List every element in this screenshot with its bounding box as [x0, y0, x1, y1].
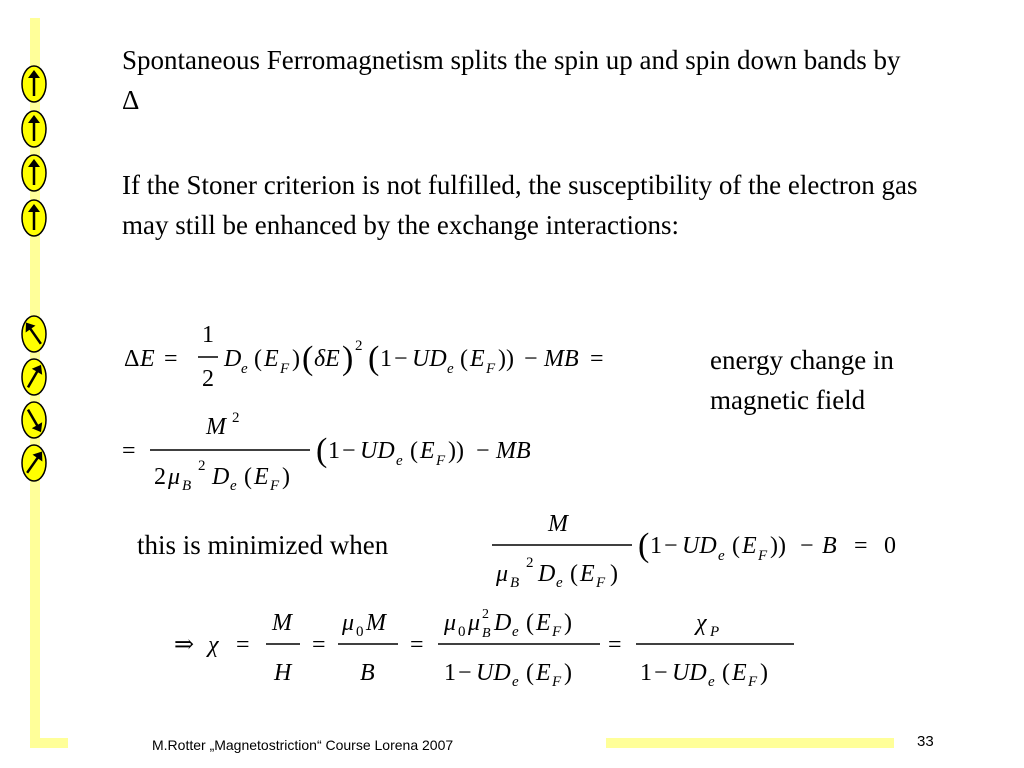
svg-text:2: 2: [202, 366, 214, 392]
svg-text:(: (: [254, 346, 262, 372]
svg-text:=: =: [854, 533, 868, 559]
svg-text:μ: μ: [468, 610, 481, 636]
svg-text:e: e: [718, 548, 725, 564]
svg-text:δE: δE: [314, 346, 340, 372]
spin-up-icon: [19, 198, 49, 238]
svg-text:2: 2: [355, 338, 363, 354]
svg-text:⇒: ⇒: [174, 632, 195, 658]
svg-text:=: =: [122, 438, 136, 464]
bottom-left-accent-bar: [30, 738, 68, 748]
svg-text:e: e: [241, 361, 248, 377]
svg-text:(: (: [316, 432, 328, 469]
svg-text:(: (: [722, 660, 730, 686]
svg-text:1: 1: [444, 660, 456, 686]
spin-tilted-icon: [19, 400, 49, 440]
svg-text:χ: χ: [696, 610, 707, 636]
svg-text:0: 0: [356, 624, 364, 640]
svg-text:B: B: [360, 660, 375, 686]
spin-tilted-icon: [19, 443, 49, 483]
svg-text:(: (: [410, 438, 418, 464]
energy-equation-line1: [120, 318, 680, 398]
svg-text:H: H: [274, 660, 292, 686]
svg-text:Δ: Δ: [124, 346, 140, 372]
svg-text:E: E: [732, 660, 747, 686]
svg-text:E: E: [580, 561, 595, 587]
svg-text:UD: UD: [360, 438, 395, 464]
svg-text:=: =: [236, 632, 250, 658]
svg-text:E: E: [536, 610, 551, 636]
svg-text:): ): [342, 340, 354, 377]
svg-text:M: M: [206, 414, 226, 440]
svg-text:−: −: [458, 660, 472, 686]
svg-text:F: F: [486, 361, 496, 377]
svg-text:2: 2: [232, 410, 240, 426]
svg-text:M: M: [548, 511, 568, 537]
svg-text:−: −: [476, 438, 490, 464]
svg-text:D: D: [212, 464, 230, 490]
svg-text:−: −: [800, 533, 814, 559]
svg-text:−: −: [342, 438, 356, 464]
svg-text:MB: MB: [496, 438, 531, 464]
svg-text:D: D: [538, 561, 556, 587]
svg-text:=: =: [608, 632, 622, 658]
svg-text:UD: UD: [672, 660, 707, 686]
svg-text:e: e: [556, 575, 563, 591]
spin-tilted-icon: [19, 314, 49, 354]
svg-text:(: (: [732, 533, 740, 559]
svg-text:)): )): [498, 346, 514, 372]
svg-text:μ: μ: [342, 610, 355, 636]
svg-text:E: E: [140, 346, 155, 372]
paragraph-stoner-criterion: If the Stoner criterion is not fulfilled, the susceptibility of the electron gas may still be enhanced by the exchange interactions:: [122, 170, 918, 240]
svg-text:e: e: [512, 624, 519, 640]
svg-text:): ): [610, 561, 618, 587]
bottom-right-accent-bar: [606, 738, 894, 748]
svg-text:1: 1: [640, 660, 652, 686]
svg-text:UD: UD: [682, 533, 717, 559]
svg-text:F: F: [748, 674, 758, 690]
svg-text:μ: μ: [496, 561, 509, 587]
svg-text:1: 1: [328, 438, 340, 464]
spin-tilted-icon: [19, 357, 49, 397]
svg-text:=: =: [312, 632, 326, 658]
svg-text:2: 2: [198, 458, 206, 474]
svg-text:F: F: [270, 478, 280, 494]
svg-text:μ: μ: [444, 610, 457, 636]
svg-text:e: e: [708, 674, 715, 690]
svg-text:UD: UD: [476, 660, 511, 686]
svg-text:−: −: [664, 533, 678, 559]
svg-text:(: (: [368, 340, 380, 377]
svg-text:0: 0: [884, 533, 896, 559]
svg-text:F: F: [552, 624, 562, 640]
svg-text:B: B: [482, 626, 491, 641]
svg-text:F: F: [596, 575, 606, 591]
svg-text:F: F: [436, 453, 446, 469]
svg-text:E: E: [536, 660, 551, 686]
svg-text:): ): [760, 660, 768, 686]
svg-text:=: =: [164, 346, 178, 372]
svg-text:e: e: [512, 674, 519, 690]
svg-text:(: (: [526, 660, 534, 686]
energy-change-note: energy change in magnetic field: [710, 345, 894, 415]
svg-text:UD: UD: [412, 346, 447, 372]
minimized-label: this is minimized when: [137, 530, 389, 560]
svg-text:e: e: [447, 361, 454, 377]
svg-text:B: B: [822, 533, 837, 559]
svg-text:μ: μ: [168, 464, 181, 490]
svg-text:E: E: [264, 346, 279, 372]
svg-text:): ): [564, 610, 572, 636]
svg-text:2: 2: [154, 464, 166, 490]
svg-text:(: (: [302, 340, 314, 377]
svg-text:(: (: [638, 527, 650, 564]
svg-text:E: E: [420, 438, 435, 464]
energy-equation-line2: [120, 408, 580, 498]
svg-text:(: (: [460, 346, 468, 372]
svg-text:(: (: [570, 561, 578, 587]
svg-text:MB: MB: [544, 346, 579, 372]
svg-text:e: e: [230, 478, 237, 494]
svg-text:M: M: [366, 610, 386, 636]
svg-text:)): )): [448, 438, 464, 464]
svg-text:−: −: [654, 660, 668, 686]
svg-text:(: (: [526, 610, 534, 636]
svg-text:0: 0: [458, 624, 466, 640]
footer-credit: M.Rotter „Magnetostriction“ Course Lorena 2007: [152, 737, 454, 753]
svg-text:B: B: [182, 478, 192, 494]
svg-text:2: 2: [482, 607, 489, 622]
svg-text:D: D: [224, 346, 242, 372]
svg-text:B: B: [510, 575, 520, 591]
svg-text:): ): [292, 346, 300, 372]
svg-text:F: F: [552, 674, 562, 690]
spin-up-icon: [19, 64, 49, 104]
slide-number: 33: [917, 733, 934, 750]
svg-text:P: P: [710, 624, 720, 640]
svg-text:1: 1: [650, 533, 662, 559]
svg-text:1: 1: [202, 322, 214, 348]
paragraph-band-splitting: Spontaneous Ferromagnetism splits the spin up and spin down bands by Δ: [122, 45, 901, 115]
svg-text:=: =: [590, 346, 604, 372]
svg-text:): ): [564, 660, 572, 686]
svg-text:χ: χ: [208, 632, 219, 658]
minimum-condition-equation: [490, 505, 930, 595]
svg-text:)): )): [770, 533, 786, 559]
svg-text:E: E: [470, 346, 485, 372]
susceptibility-equation: [172, 600, 812, 692]
svg-text:(: (: [244, 464, 252, 490]
svg-text:2: 2: [526, 555, 534, 571]
svg-text:1: 1: [380, 346, 392, 372]
svg-text:E: E: [742, 533, 757, 559]
svg-text:−: −: [394, 346, 408, 372]
svg-text:E: E: [254, 464, 269, 490]
spin-up-icon: [19, 153, 49, 193]
svg-text:D: D: [494, 610, 512, 636]
svg-text:e: e: [396, 453, 403, 469]
spin-up-icon: [19, 109, 49, 149]
svg-text:F: F: [758, 548, 768, 564]
svg-text:M: M: [272, 610, 292, 636]
svg-text:F: F: [280, 361, 290, 377]
svg-text:−: −: [524, 346, 538, 372]
svg-text:=: =: [410, 632, 424, 658]
svg-text:): ): [282, 464, 290, 490]
